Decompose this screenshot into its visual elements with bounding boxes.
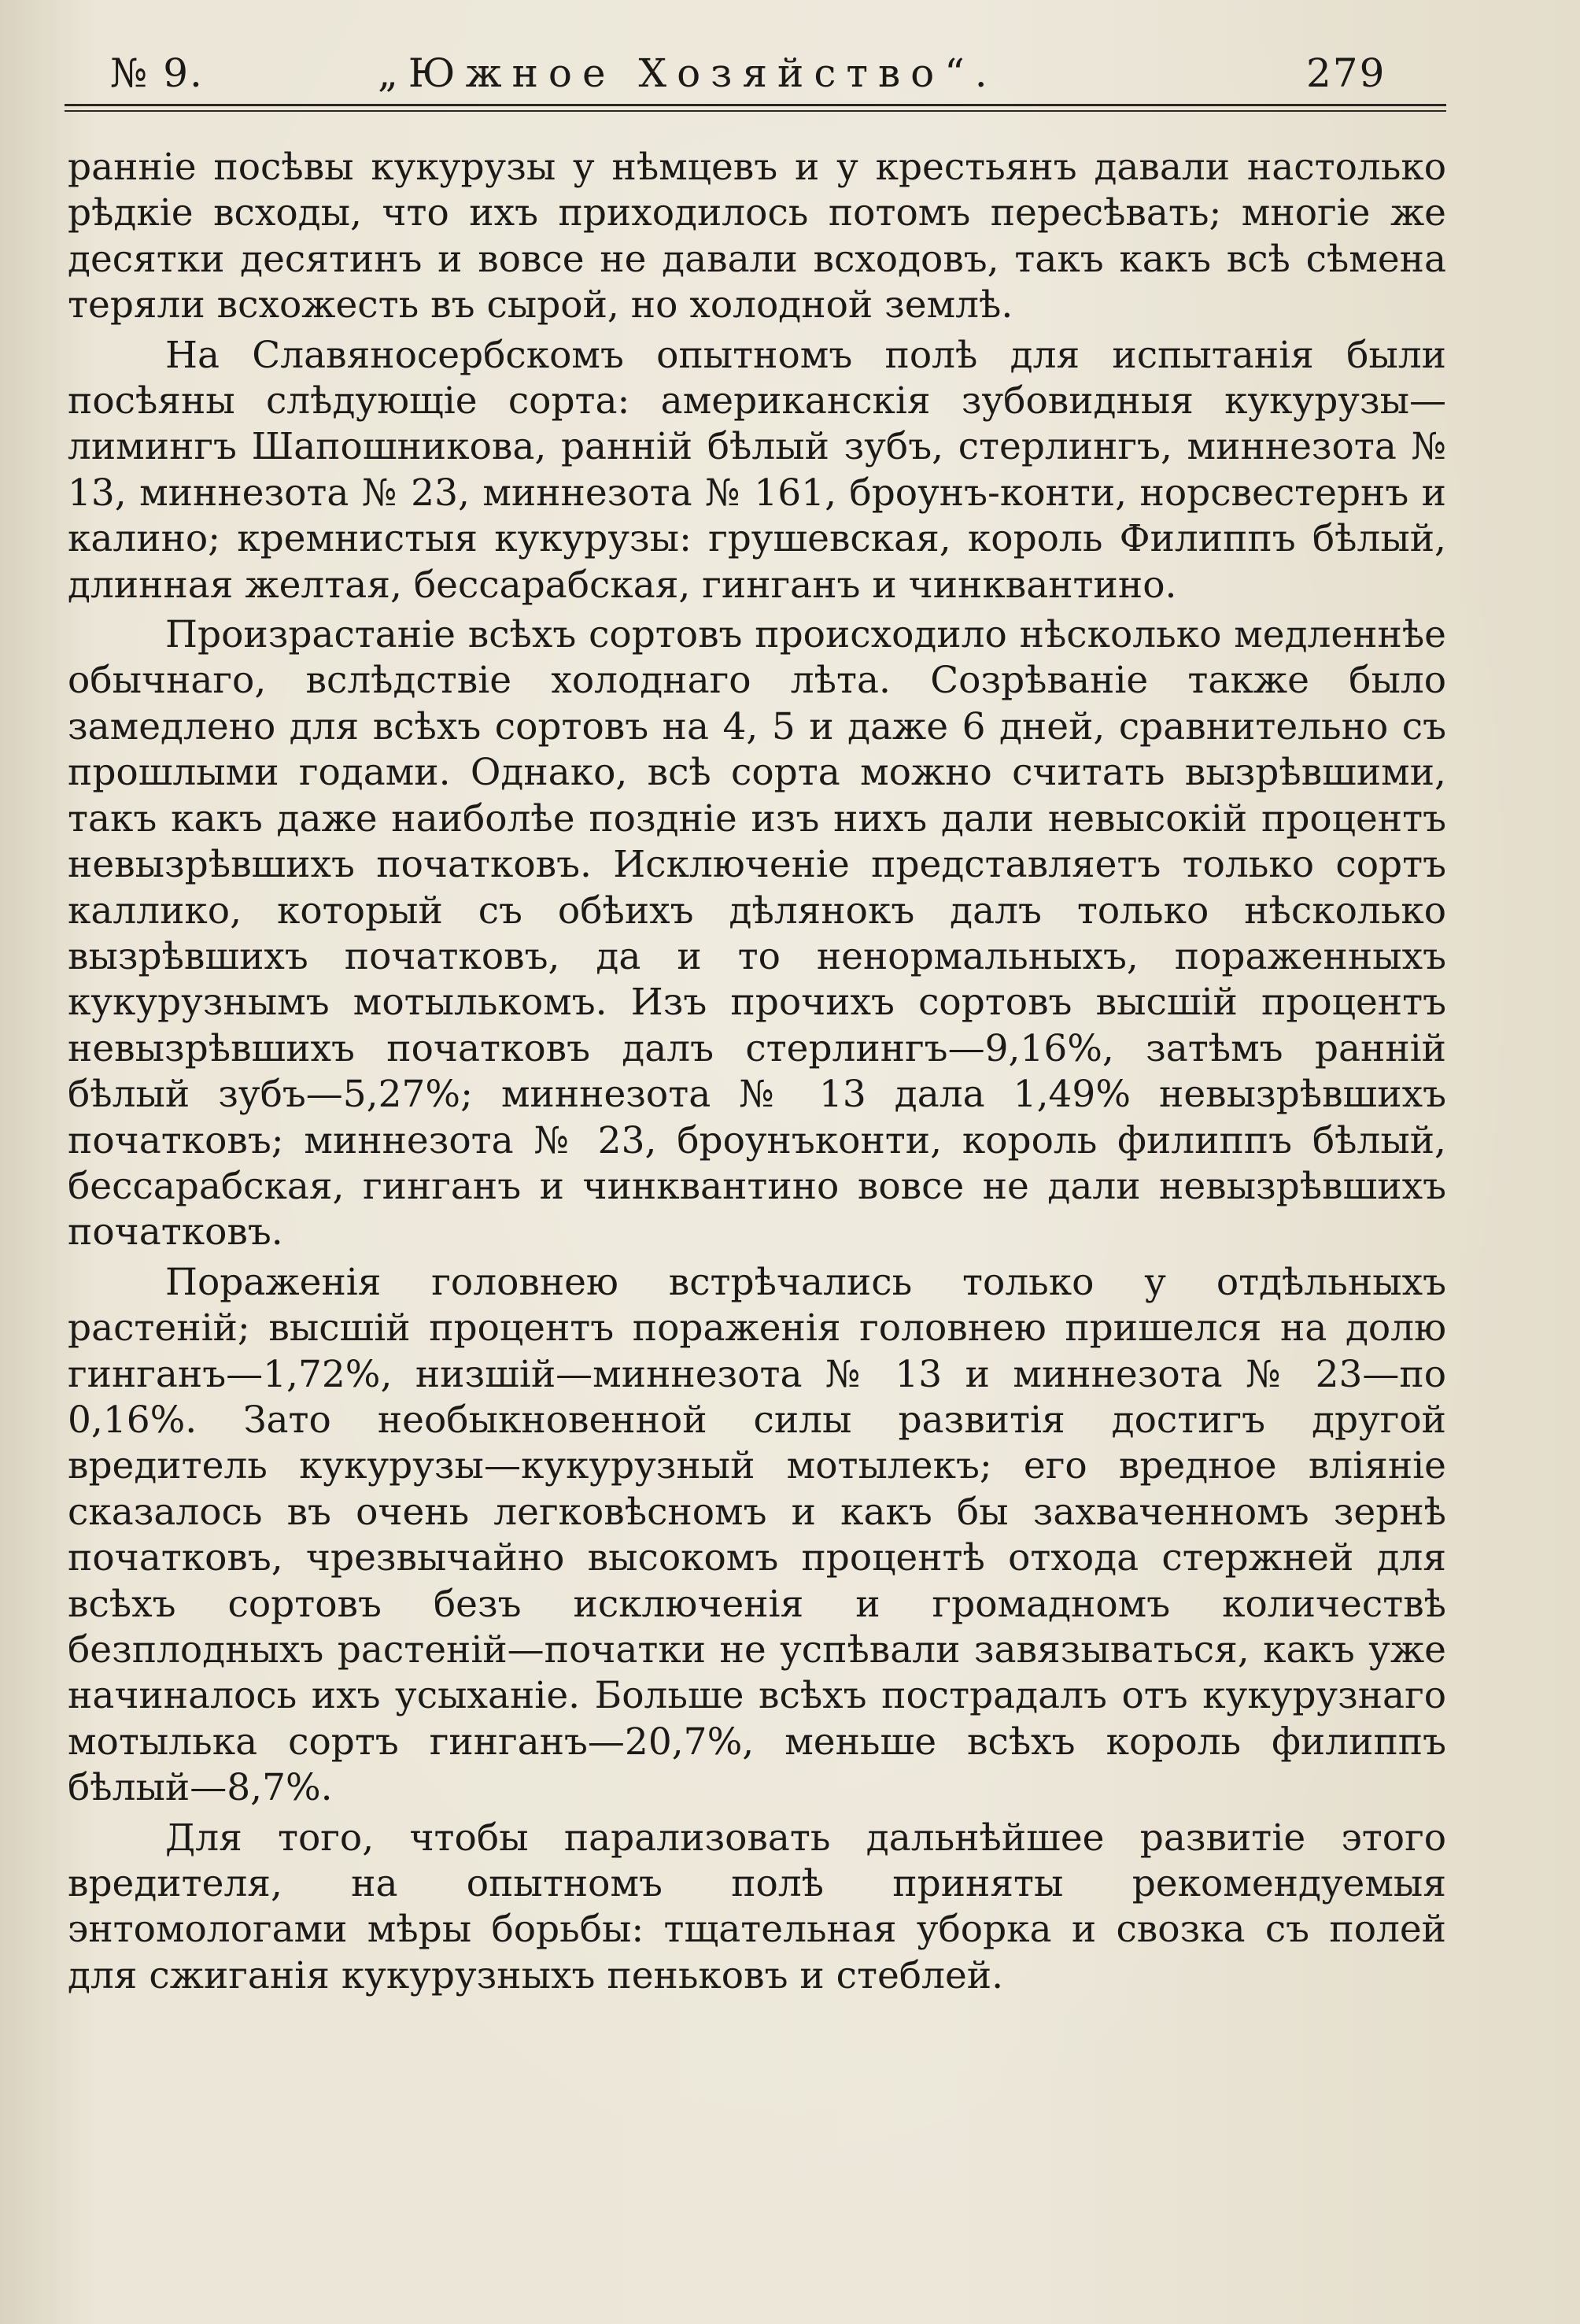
page-number: 279 <box>1306 50 1386 96</box>
article-body <box>68 145 1446 1999</box>
paragraph-growth: Произрастаніе всѣхъ сортовъ происходило нѣсколько медленнѣе обычнаго, вслѣдствіе холоднаго лѣта. Созрѣваніе также было замедлено для всѣхъ сортовъ на 4, 5 и даже 6 дней, сравнительно съ прошлыми годами. Однако, всѣ сорта можно считать вызрѣвшими, такъ какъ даже наиболѣе поздніе изъ нихъ дали невысокій процентъ невызрѣвшихъ початковъ. Исключеніе представляетъ только сортъ каллико, который съ обѣихъ дѣлянокъ далъ только нѣсколько вызрѣвшихъ початковъ, да и то ненормальныхъ, пораженныхъ кукурузнымъ мотылькомъ. Изъ прочихъ сортовъ высшій процентъ невызрѣвшихъ початковъ далъ стерлингъ—9,16%, затѣмъ ранній бѣлый зубъ—5,27%; миннезота № 13 дала 1,49% невызрѣвшихъ початковъ; миннезота № 23, броунъконти, король филиппъ бѣлый, бессарабская, гинганъ и чинквантино вовсе не дали невызрѣвшихъ початковъ. <box>68 613 1446 1254</box>
running-header <box>63 50 1479 105</box>
paragraph-control-measures: Для того, чтобы парализовать дальнѣйшее развитіе этого вредителя, на опытномъ полѣ приняты рекомендуемыя энтомологами мѣры борьбы: тщательная уборка и свозка съ полей для сжиганія кукурузныхъ пеньковъ и стеблей. <box>68 1816 1446 1997</box>
paragraph-continued: ранніе посѣвы кукурузы у нѣмцевъ и у крестьянъ давали настолько рѣдкіе всходы, что ихъ приходилось потомъ пересѣвать; многіе же десятки десятинъ и вовсе не давали всходовъ, такъ какъ всѣ сѣмена теряли всхожесть въ сырой, но холодной землѣ. <box>68 146 1446 327</box>
header-rule-thin <box>65 110 1446 112</box>
issue-number: № 9. <box>110 50 204 96</box>
header-rule-thick <box>65 104 1446 106</box>
paragraph-smut-and-borer: Пораженія головнею встрѣчались только у отдѣльныхъ растеній; высшій процентъ пораженія головнею пришелся на долю гинганъ—1,72%, низшій—миннезота № 13 и миннезота № 23—по 0,16%. Зато необыкновенной силы развитія достигъ другой вредитель кукурузы—кукурузный мотылекъ; его вредное вліяніе сказалось въ очень легковѣсномъ и какъ бы захваченномъ зернѣ початковъ, чрезвычайно высокомъ процентѣ отхода стержней для всѣхъ сортовъ безъ исключенія и громадномъ количествѣ безплодныхъ растеній—початки не успѣвали завязываться, какъ уже начиналось ихъ усыханіе. Больше всѣхъ пострадалъ отъ кукурузнаго мотылька сортъ гинганъ—20,7%, меньше всѣхъ король филиппъ бѣлый—8,7%. <box>68 1260 1446 1810</box>
journal-title: „Южное Хозяйство“. <box>378 50 998 96</box>
paragraph-varieties: На Славяносербскомъ опытномъ полѣ для испытанія были посѣяны слѣдующіе сорта: американскія зубовидныя кукурузы—лимингъ Шапошникова, ранній бѣлый зубъ, стерлингъ, миннезота № 13, миннезота № 23, миннезота № 161, броунъ-конти, норсвестернъ и калино; кремнистыя кукурузы: грушевская, король Филиппъ бѣлый, длинная желтая, бессарабская, гинганъ и чинквантино. <box>68 333 1446 607</box>
